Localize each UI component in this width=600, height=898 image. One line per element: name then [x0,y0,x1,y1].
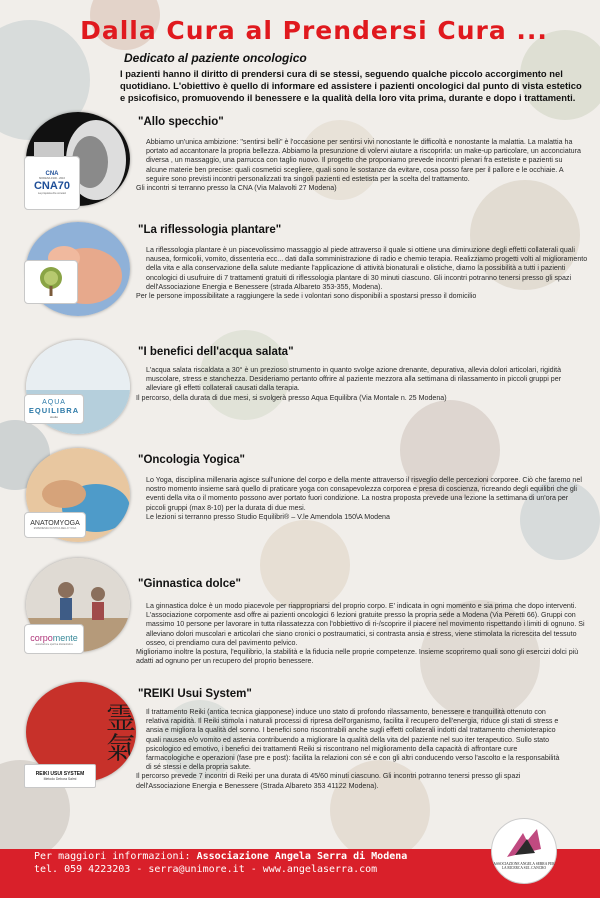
footer-info [34,851,407,862]
reiki-kanji: 霊氣 [100,702,135,762]
angela-serra-emblem [493,819,555,863]
angela-serra-caption: ASSOCIAZIONE ANGELA SERRA PER LA RICERCA SUL CANCRO [493,862,555,870]
anatomyoga-tagline: ESPERIENZA OLISTICA DELLO YOGA [33,527,77,530]
energia-benessere-logo [24,260,78,304]
section-paragraph: Lo Yoga, disciplina millenaria agisce sull'unione del corpo e della mente attraverso il risveglio delle percezioni corporee. Ciò che faremo nel nostro momento insieme sarà quello di praticare yoga con consapevolezza corporea e presa di coscienza, ricreando degli equilibri che gli eventi della vita o il momento possono aver portato fuori condizione. La nostra proposta prevede una lezione la settimana di un'ora per piccoli gruppi (max 8-10) per la durata di due mesi. [146,476,582,512]
section-paragraph: Abbiamo un'unica ambizione: "sentirsi belli" è l'occasione per sentirsi vivi nonostante le difficoltà e nonostante la malattia. La malattia ha portato ad accantonare la propria bellezza. Abbiamo la presunzione di volervi aiutare a riscoprirla: un make-up particolare, un acconciatura diversa , un massaggio, una parrucca con taglio nuovo. Il progetto che proponiamo prevede incontri plenari fra estetiste e pazienti su alcune materie ben precise: quali cosmetici scegliere, quali sono le sostanze da evitare, cosa posso fare per il pallore e le occhiaie. A seguire sono previsti incontri personalizzati tra singoli pazienti ed estetista per la scelta del trattamento. [146,138,581,183]
intro-text: I pazienti hanno il diritto di prendersi cura di se stessi, seguendo qualche piccolo accorgimento nel quotidiano. L'obiettivo è quello di informare ed assistere i pazienti oncologici dal punto di vista estetico e psicofisico, promuovendo il benessere e la qualità della loro vita prima, durante e dopo i trattamenti. [120,68,582,103]
section-paragraph: La ginnastica dolce è un modo piacevole per riappropriarsi del proprio corpo. E' indicata in ogni momento e sia prima che dopo interventi. L'associazione corpomente asd offre ai pazienti oncologici 6 lezioni gratuite presso la propria sede a Modena (Via Peretti 66). Gruppi con massimo 10 persone per lavorare in tutta rilassatezza con l'obbiettivo di ri-/scoprire il piacere nel movimento rispettando i limiti di ognuno. Si alleviano dolori muscolari e articolari che siano cronici o postraumatici, si contrasta ansia e stress, viene stimolata la ricrescita del tessuto osseo, ci prendiamo cura del pavimento pelvico. [146,602,585,647]
section-title: "Oncologia Yogica" [138,454,245,466]
section-body [136,602,588,666]
tree-icon [31,264,71,300]
section-body [136,476,588,522]
aqua-text: AQUA [42,399,66,406]
section-title: "REIKI Usui System" [138,688,252,700]
section-title: "Allo specchio" [138,116,224,128]
section-paragraph: Le lezioni si terranno presso Studio Equilibri® – V.le Amendola 150\A Modena [146,512,390,521]
section-paragraph: L'acqua salata riscaldata a 30° è un prezioso strumento in quanto svolge azione drenante, depurativa, allevia dolori articolari, rigidità muscolare, stress e stanchezza. Desideriamo pertanto offrire al paziente mezzora alla settimana di rilassamento in piccoli gruppi per alleviare gli effetti collaterali causati dalla terapia. [146,366,562,393]
footer-prefix: Per maggiori informazioni: [34,851,197,862]
anatomyoga-text: ANATOMYOGA [30,520,80,527]
aqua-equilibra-logo [24,394,84,424]
mente-text: mente [52,633,78,643]
section-paragraph: Il percorso, della durata di due mesi, si svolgerà presso Aqua Equilibra (Via Montale n. 25 Modena) [136,393,447,402]
angela-serra-logo [491,818,557,884]
reiki-usui-logo [24,764,96,788]
section-title: "Ginnastica dolce" [138,578,241,590]
footer-contacts: tel. 059 4223203 - serra@unimore.it - www.angelaserra.com [34,864,378,875]
section-paragraph: Gli incontri si terranno presso la CNA (Via Malavolti 27 Modena) [136,184,337,193]
section-paragraph: Il percorso prevede 7 incontri di Reiki per una durata di 45/60 minuti ciascuno. Gli incontri potranno tenersi presso gli spazi dell'Associazione Energia e Benessere (Strada Albareto 353 41122 Modena). [136,772,521,790]
cna-logo-text: CNA [45,171,59,177]
section-body [136,708,566,791]
section-body [136,366,588,403]
reiki-logo-title: REIKI USUI SYSTEM [35,771,85,777]
cna70-text: CNA70 [33,180,71,192]
page-title: Dalla Cura al Prendersi Cura ... [80,16,548,45]
cna-logo [24,156,80,210]
section-paragraph: Il trattamento Reiki (antica tecnica giapponese) induce uno stato di profondo rilassamento, benessere e tranquillità ottenuto con relativa rapidità. Il Reiki stimola i naturali processi di ripresa dell'organismo, facilita il recupero dell'energia, riduce gli stati di stress e ansia e migliora la qualità del sonno. I benefici sono riscontrabili anche sugli effetti collaterali indotti dal trattamento chemioterapico quali nausea e/o vomito ed astenia contribuendo a migliorare la qualità della vita del paziente nel suo iter terapeutico. Sullo stato psicologico ed emotivo, i benefici dei trattamenti Reiki si riscontrano nel miglioramento della capacità di affrontare cure farmacologiche e operazioni (fase pre e post): facilita la relazioni con sé e con gli altri conducendo verso l'ascolto e la responsabilità di sé stessi e della propria salute. [146,708,560,772]
corpomente-tagline: associazione sportiva dilettantistica [35,643,73,646]
cna-logo-years: MODENA 1946 - 2016 [39,177,65,180]
section-paragraph: Per le persone impossibilitate a raggiungere la sede i volontari sono disponibili a spostarsi presso il domicilio [136,292,477,301]
cna-logo-tagline: La proposta che conosci [37,192,67,195]
anatomyoga-logo [24,512,86,538]
reiki-logo-subtitle: Metodo Debora Salmi [43,777,77,781]
corpo-text: corpo [30,633,53,643]
section-body [136,138,582,193]
corpomente-logo [24,624,84,654]
section-body [136,246,588,301]
footer-association: Associazione Angela Serra di Modena [196,851,408,862]
subtitle: Dedicato al paziente oncologico [124,51,307,65]
section-title: "La riflessologia plantare" [138,224,282,236]
section-paragraph: La riflessologia plantare è un piacevolissimo massaggio al piede attraverso il quale si ottiene una diminuzione degli effetti collaterali quali nausea, formicolii, vomito, dissenteria ecc... dati dalla somministrazione di radio e chemio terapia. Realizziamo progetti volti al miglioramento della vita e alla conservazione della salute mediante l'applicazione di attività bionaturali e olistiche, diamo la possibilità a tutti i pazienti oncologici di usufruire di 7 trattamenti gratuiti di riflessologia plantare di 30 minuti ciascuno. Gli incontri potranno tenersi presso gli spazi dell'Associazione Energia e Benessere (strada Albareto 353-355, Modena). [146,246,588,291]
section-title: "I benefici dell'acqua salata" [138,346,294,358]
equilibra-text: EQUILIBRA [28,406,80,415]
studio-text: studio [49,415,58,419]
section-paragraph: Miglioriamo inoltre la postura, l'equilibrio, la stabilità e la fiducia nelle proprie competenze. Insieme scopriremo quali sono gli esercizi dolci più adatti ad ognuno per un recupero del proprio benessere. [136,648,579,666]
corpomente-wordmark [30,632,78,643]
